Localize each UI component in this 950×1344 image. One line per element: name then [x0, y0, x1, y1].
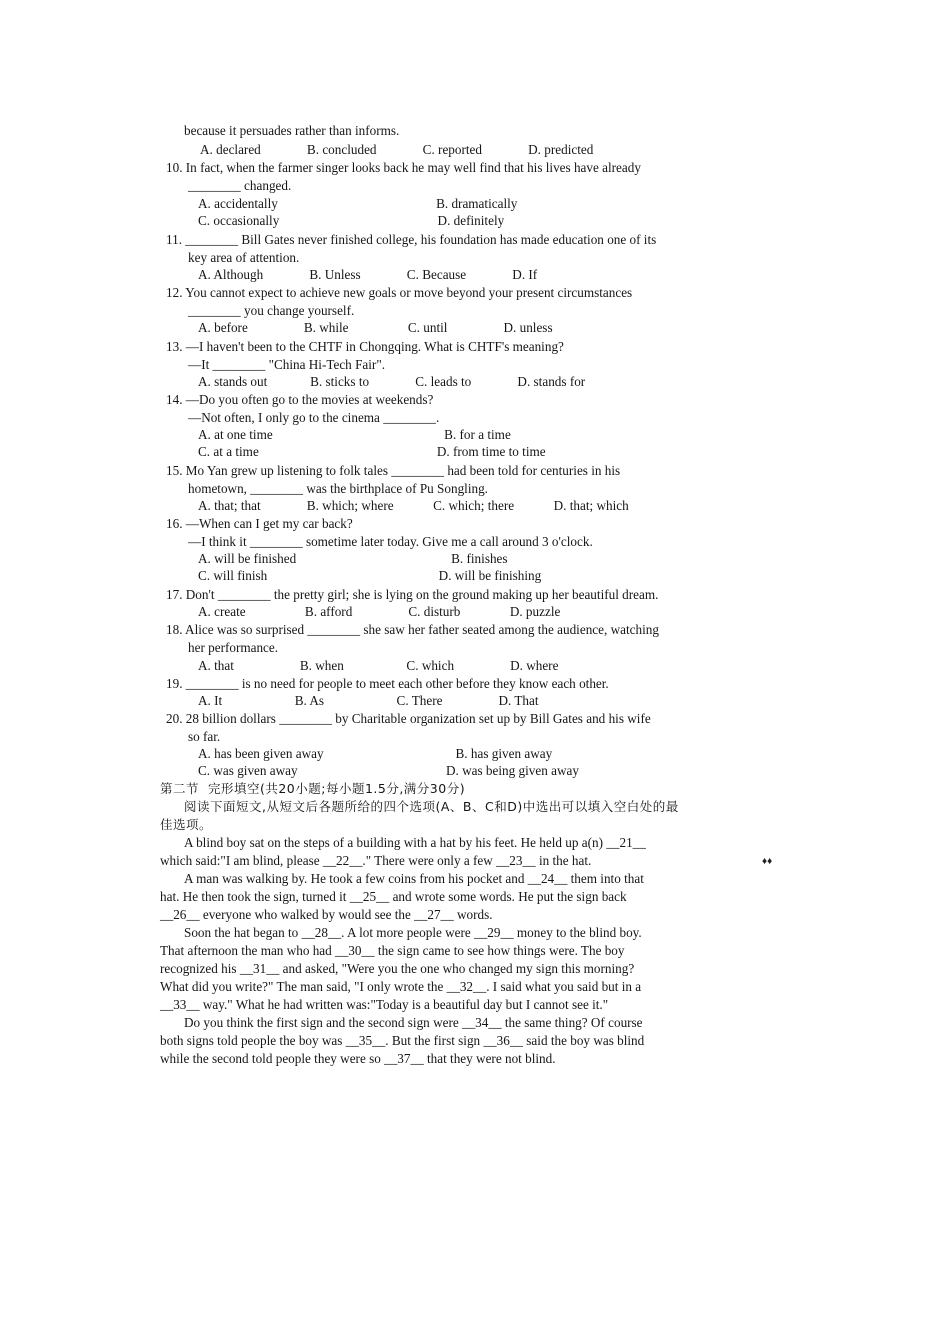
text-line: A. at one time B. for a time: [198, 427, 511, 442]
text-line: so far.: [188, 729, 221, 744]
text-line: That afternoon the man who had __30__ the sign came to see how things were. The boy: [160, 943, 625, 958]
text-line: A. accidentally B. dramatically: [198, 196, 518, 211]
text-line: 17. Don't ________ the pretty girl; she is lying on the ground making up her beautiful dream.: [166, 587, 659, 602]
text-line: What did you write?" The man said, "I only wrote the __32__. I said what you said but in a: [160, 979, 642, 994]
text-line: 16. —When can I get my car back?: [166, 516, 353, 531]
text-line: 13. —I haven't been to the CHTF in Chongqing. What is CHTF's meaning?: [166, 339, 564, 354]
text-line: hometown, ________ was the birthplace of Pu Songling.: [188, 481, 488, 496]
text-line: 佳选项。: [160, 817, 213, 832]
text-line: 第二节 完形填空(共20小题;每小题1.5分,满分30分): [160, 781, 466, 796]
text-line: 19. ________ is no need for people to meet each other before they know each other.: [166, 676, 609, 691]
text-line: C. will finish D. will be finishing: [198, 568, 542, 583]
text-line: A. will be finished B. finishes: [198, 551, 508, 566]
text-line: ________ you change yourself.: [188, 303, 355, 318]
text-line: C. at a time D. from time to time: [198, 444, 546, 459]
text-line: recognized his __31__ and asked, "Were you the one who changed my sign this morning?: [160, 961, 635, 976]
text-line: Do you think the first sign and the second sign were __34__ the same thing? Of course: [184, 1015, 643, 1030]
text-line: 20. 28 billion dollars ________ by Charitable organization set up by Bill Gates and his wife: [166, 711, 651, 726]
text-line: A. Although B. Unless C. Because D. If: [198, 267, 538, 282]
text-line: 阅读下面短文,从短文后各题所给的四个选项(A、B、C和D)中选出可以填入空白处的最: [184, 799, 679, 814]
text-line: ________ changed.: [188, 178, 292, 193]
margin-mark: ♦♦: [762, 856, 773, 867]
text-line: —Not often, I only go to the cinema ________.: [188, 410, 440, 425]
text-line: Soon the hat began to __28__. A lot more people were __29__ money to the blind boy.: [184, 925, 642, 940]
text-line: C. was given away D. was being given away: [198, 763, 579, 778]
text-line: 18. Alice was so surprised ________ she saw her father seated among the audience, watching: [166, 622, 659, 637]
text-line: A. that B. when C. which D. where: [198, 658, 559, 673]
text-line: A. create B. afford C. disturb D. puzzle: [198, 604, 561, 619]
text-line: 11. ________ Bill Gates never finished college, his foundation has made education one of its: [166, 232, 657, 247]
text-line: key area of attention.: [188, 250, 300, 265]
text-line: 14. —Do you often go to the movies at weekends?: [166, 392, 434, 407]
text-line: which said:"I am blind, please __22__." There were only a few __23__ in the hat.: [160, 853, 592, 868]
text-line: —It ________ "China Hi-Tech Fair".: [188, 357, 386, 372]
text-line: A. It B. As C. There D. That: [198, 693, 539, 708]
text-line: because it persuades rather than informs.: [184, 123, 400, 138]
text-line: —I think it ________ sometime later today. Give me a call around 3 o'clock.: [188, 534, 593, 549]
text-line: 10. In fact, when the farmer singer looks back he may well find that his lives have already: [166, 160, 641, 175]
text-line: __33__ way." What he had written was:"Today is a beautiful day but I cannot see it.": [160, 997, 609, 1012]
text-line: both signs told people the boy was __35__. But the first sign __36__ said the boy was blind: [160, 1033, 645, 1048]
text-line: A. declared B. concluded C. reported D. predicted: [200, 142, 594, 157]
text-line: A. that; that B. which; where C. which; there D. that; which: [198, 498, 629, 513]
text-line: 15. Mo Yan grew up listening to folk tales ________ had been told for centuries in his: [166, 463, 621, 478]
text-line: A. stands out B. sticks to C. leads to D. stands for: [198, 374, 586, 389]
text-line: hat. He then took the sign, turned it __25__ and wrote some words. He put the sign back: [160, 889, 627, 904]
text-line: C. occasionally D. definitely: [198, 213, 505, 228]
text-line: 12. You cannot expect to achieve new goals or move beyond your present circumstances: [166, 285, 633, 300]
text-line: __26__ everyone who walked by would see the __27__ words.: [160, 907, 493, 922]
text-line: her performance.: [188, 640, 279, 655]
text-line: while the second told people they were so __37__ that they were not blind.: [160, 1051, 556, 1066]
text-line: A. before B. while C. until D. unless: [198, 320, 553, 335]
text-line: A man was walking by. He took a few coins from his pocket and __24__ them into that: [184, 871, 644, 886]
text-line: A blind boy sat on the steps of a building with a hat by his feet. He held up a(n) __21__: [184, 835, 646, 850]
text-line: A. has been given away B. has given away: [198, 746, 553, 761]
